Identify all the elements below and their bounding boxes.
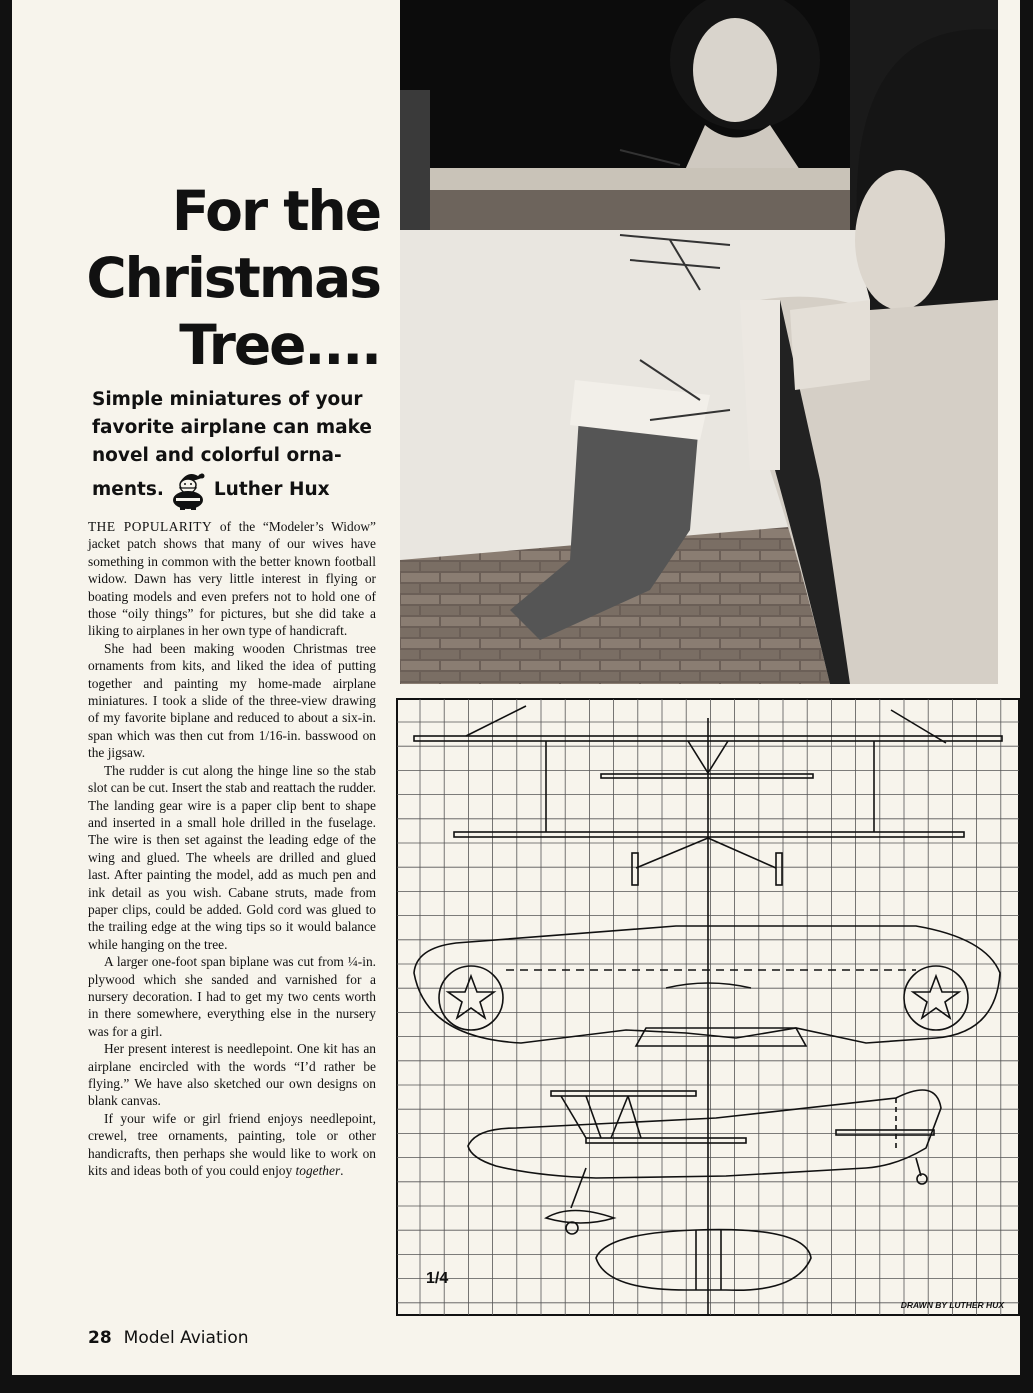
- article-body: [88, 518, 376, 1179]
- deck-line-1: Simple miniatures of your: [92, 389, 363, 410]
- paragraph-5: Her present interest is needlepoint. One kit has an airplane encircled with the words “I’d rather be flying.” We have also sketched our own designs on blank canvas.: [88, 1041, 376, 1109]
- paragraph-6-text: If your wife or girl friend enjoys needlepoint, crewel, tree ornaments, painting, tole or other handicrafts, then perhaps she would like to work on kits and ideas both of you could enjoy: [88, 1110, 376, 1179]
- paragraph-6-emphasis: together: [295, 1163, 341, 1179]
- paragraph-6: [88, 1110, 376, 1180]
- deck-line-4: [92, 470, 382, 510]
- headline-line-3: Tree....: [179, 313, 380, 377]
- deck-line-4-text: ments.: [92, 479, 164, 500]
- article-photo: [400, 0, 998, 684]
- santa-icon: [168, 470, 208, 510]
- deck-line-2: favorite airplane can make: [92, 417, 372, 438]
- three-view-drawing: [396, 698, 1020, 1316]
- deck-line-3: novel and colorful orna-: [92, 445, 342, 466]
- page-number: 28: [88, 1328, 112, 1348]
- paragraph-2: She had been making wooden Christmas tree ornaments from kits, and liked the idea of putting together and painting my home-made airplane miniatures. I took a slide of the three-view drawing of my favorite biplane and reduced to about a six-in. span which was then cut from 1/16-in. basswood on the jigsaw.: [88, 640, 376, 761]
- scale-label: 1/4: [426, 1270, 449, 1287]
- article-headline: [40, 178, 380, 379]
- paragraph-6-end: .: [340, 1163, 344, 1179]
- paragraph-1-text: of the “Modeler’s Widow” jacket patch shows that many of our wives have something in common with the better known football widow. Dawn has very little interest in flying or boating models and even prefers not to hold one of those “oily things” for pictures, but she did take a liking to airplanes in her own type of handicraft.: [88, 519, 376, 639]
- paragraph-1: [88, 518, 376, 640]
- headline-line-2: Christmas: [86, 246, 380, 310]
- article-deck: [92, 386, 382, 510]
- paragraph-4: A larger one-foot span biplane was cut from ¼-in. plywood which she sanded and varnished for a nursery decoration. I had to get my two cents worth in there somewhere, everything else in the nursery was for a girl.: [88, 954, 376, 1039]
- author-name: Luther Hux: [213, 479, 330, 500]
- drawing-credit: DRAWN BY LUTHER HUX: [900, 1300, 1004, 1310]
- page-folio: [88, 1328, 249, 1348]
- paragraph-3: The rudder is cut along the hinge line so the stab slot can be cut. Insert the stab and reattach the rudder. The landing gear wire is a paper clip bent to shape and inserted in a small hole drilled in the fuselage. The wire is then set against the leading edge of the wing and glued. The wheels are drilled and glued last. After painting the model, add as much pen and ink detail as you wish. Cabane struts, made from paper clips, could be added. Gold cord was glued to the trailing edge at the wing tips so it would balance while hanging on the tree.: [88, 762, 376, 952]
- lead-in: THE POPULARITY: [88, 519, 213, 534]
- headline-line-1: For the: [171, 179, 380, 243]
- magazine-name: Model Aviation: [123, 1328, 249, 1348]
